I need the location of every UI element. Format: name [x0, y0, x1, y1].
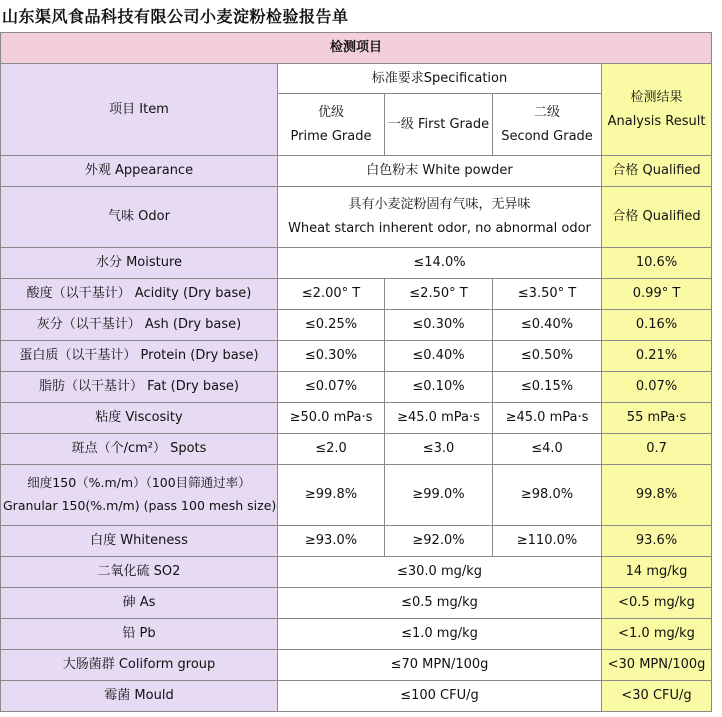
document-title: 山东渠风食品科技有限公司小麦淀粉检验报告单 [2, 7, 349, 26]
grade-prime-header [278, 94, 385, 156]
row-item-label: 霉菌 Mould [1, 681, 278, 712]
row-item-label [1, 465, 278, 526]
row-prime: ≥50.0 mPa·s [278, 403, 385, 434]
row-result: 0.07% [602, 372, 712, 403]
row-result: 10.6% [602, 248, 712, 279]
table-row [1, 434, 712, 465]
row-item-label: 蛋白质（以干基计） Protein (Dry base) [1, 341, 278, 372]
row-second: ≤0.50% [493, 341, 602, 372]
table-row [1, 279, 712, 310]
table-row [1, 465, 712, 526]
table-row [1, 310, 712, 341]
row-result: <0.5 mg/kg [602, 588, 712, 619]
grade-second-cn: 二级 [533, 104, 560, 120]
row-first: ≤0.30% [385, 310, 493, 341]
row-second: ≥110.0% [493, 526, 602, 557]
table-row [1, 526, 712, 557]
row-item-label: 二氧化硫 SO2 [1, 557, 278, 588]
row-second: ≥45.0 mPa·s [493, 403, 602, 434]
table-row [1, 557, 712, 588]
row-prime: ≤0.25% [278, 310, 385, 341]
row-standard [278, 187, 602, 248]
column-header-row [1, 64, 712, 94]
row-standard: ≤70 MPN/100g [278, 650, 602, 681]
row-result: 0.7 [602, 434, 712, 465]
table-row [1, 248, 712, 279]
row-second: ≤0.40% [493, 310, 602, 341]
row-standard: ≤14.0% [278, 248, 602, 279]
row-result: 99.8% [602, 465, 712, 526]
row-first: ≥92.0% [385, 526, 493, 557]
row-item-label: 脂肪（以干基计） Fat (Dry base) [1, 372, 278, 403]
row-standard: ≤1.0 mg/kg [278, 619, 602, 650]
row-item-label: 酸度（以干基计） Acidity (Dry base) [1, 279, 278, 310]
grade-prime-cn: 优级 [317, 104, 344, 120]
row-second: ≥98.0% [493, 465, 602, 526]
row-second: ≤0.15% [493, 372, 602, 403]
table-row [1, 650, 712, 681]
row-prime: ≤2.00° T [278, 279, 385, 310]
row-result: <30 CFU/g [602, 681, 712, 712]
row-result: <30 MPN/100g [602, 650, 712, 681]
row-item-label: 外观 Appearance [1, 156, 278, 187]
table-row [1, 681, 712, 712]
row-standard: ≤0.5 mg/kg [278, 588, 602, 619]
row-result: 0.16% [602, 310, 712, 341]
row-first: ≤2.50° T [385, 279, 493, 310]
row-prime: ≤2.0 [278, 434, 385, 465]
table-row [1, 619, 712, 650]
table-row [1, 156, 712, 187]
table-row [1, 372, 712, 403]
row-standard: 白色粉末 White powder [278, 156, 602, 187]
result-header-cn: 检测结果 [630, 89, 683, 105]
row-result: 合格 Qualified [602, 156, 712, 187]
row-item-label: 斑点（个/cm²） Spots [1, 434, 278, 465]
section-header: 检测项目 [1, 33, 712, 64]
table-header-row [1, 33, 712, 64]
row-result: 14 mg/kg [602, 557, 712, 588]
table-row [1, 187, 712, 248]
column-header-item: 项目 Item [1, 64, 278, 156]
grade-prime-en: Prime Grade [290, 128, 372, 144]
row-first: ≤3.0 [385, 434, 493, 465]
row-result: 合格 Qualified [602, 187, 712, 248]
row-first: ≥99.0% [385, 465, 493, 526]
row-result: 0.99° T [602, 279, 712, 310]
row-prime: ≥93.0% [278, 526, 385, 557]
row-item-label: 粘度 Viscosity [1, 403, 278, 434]
row-item-label: 砷 As [1, 588, 278, 619]
row-prime: ≤0.30% [278, 341, 385, 372]
row-prime: ≥99.8% [278, 465, 385, 526]
row-first: ≤0.40% [385, 341, 493, 372]
row-prime: ≤0.07% [278, 372, 385, 403]
row-second: ≤4.0 [493, 434, 602, 465]
table-row [1, 403, 712, 434]
row-first: ≥45.0 mPa·s [385, 403, 493, 434]
row-standard: ≤30.0 mg/kg [278, 557, 602, 588]
row-item-label: 白度 Whiteness [1, 526, 278, 557]
row-standard-cn: 具有小麦淀粉固有气味，无异味 [348, 197, 531, 213]
column-header-standard: 标准要求Specification [278, 64, 602, 94]
table-row [1, 341, 712, 372]
row-standard: ≤100 CFU/g [278, 681, 602, 712]
row-result: <1.0 mg/kg [602, 619, 712, 650]
row-item-label-en: Granular 150(%.m/m) (pass 100 mesh size) [3, 498, 277, 513]
row-item-label: 水分 Moisture [1, 248, 278, 279]
grade-second-en: Second Grade [501, 128, 593, 144]
row-result: 93.6% [602, 526, 712, 557]
inspection-table [0, 32, 712, 712]
row-item-label: 灰分（以干基计） Ash (Dry base) [1, 310, 278, 341]
row-first: ≤0.10% [385, 372, 493, 403]
grade-second-header [493, 94, 602, 156]
row-standard-en: Wheat starch inherent odor, no abnormal odor [288, 221, 591, 236]
row-item-label: 气味 Odor [1, 187, 278, 248]
column-header-result [602, 64, 712, 156]
result-header-en: Analysis Result [607, 113, 706, 129]
row-result: 0.21% [602, 341, 712, 372]
row-second: ≤3.50° T [493, 279, 602, 310]
table-row [1, 588, 712, 619]
row-item-label: 大肠菌群 Coliform group [1, 650, 278, 681]
grade-first-header: 一级 First Grade [385, 94, 493, 156]
row-item-label-cn: 细度150（%.m/m）（100目筛通过率） [27, 475, 251, 491]
row-result: 55 mPa·s [602, 403, 712, 434]
row-item-label: 铅 Pb [1, 619, 278, 650]
